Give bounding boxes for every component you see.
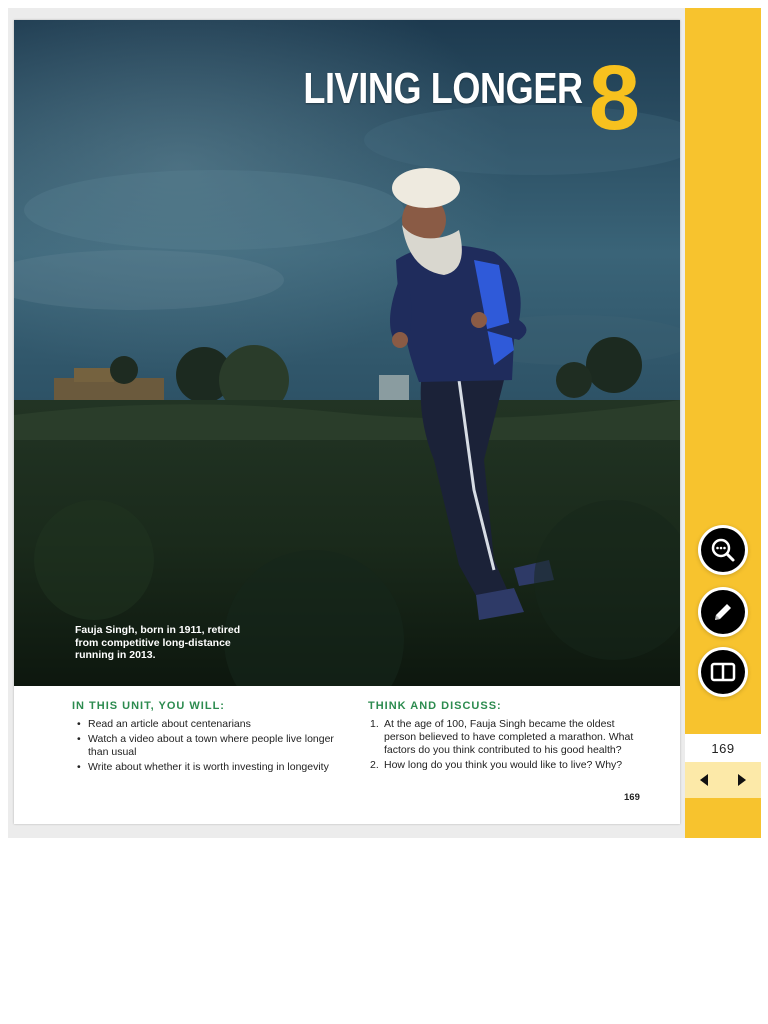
unit-overview [14,686,680,824]
annotate-button[interactable] [701,590,745,634]
book-page [14,20,680,824]
reader-sidebar [685,8,761,838]
cover-photo [14,20,680,686]
next-page-button[interactable] [723,762,761,798]
page-navigation [685,762,761,798]
photo-caption: Fauja Singh, born in 1911, retired from competitive long-distance running in 2013. [75,624,241,661]
page-number-display[interactable]: 169 [685,734,761,762]
prev-page-icon [698,773,710,787]
pencil-icon [711,600,735,624]
in-this-unit-heading: IN THIS UNIT, YOU WILL: [72,700,225,712]
item-number: 2. [370,759,379,771]
think-and-discuss-list [368,718,648,772]
item-text: How long do you think you would like to live? Why? [384,759,623,771]
list-item: • Read an article about centenarians [72,718,352,731]
in-this-unit-section [72,700,352,776]
unit-title [242,47,640,149]
next-page-icon [736,773,748,787]
think-and-discuss-section [368,700,648,774]
unit-name: LIVING LONGER [303,64,583,113]
zoom-button[interactable] [701,528,745,572]
unit-number: 8 [588,47,640,149]
book-view-button[interactable] [701,650,745,694]
think-and-discuss-heading: THINK AND DISCUSS: [368,700,502,712]
item-text: At the age of 100, Fauja Singh became the oldest person believed to have completed a marathon. What factors do you think contributed to his good health? [384,718,634,756]
list-item [368,718,648,757]
page-folio: 169 [624,792,640,803]
zoom-icon [710,537,736,563]
list-item: • Watch a video about a town where people live longer than usual [72,733,352,759]
in-this-unit-list [72,718,352,774]
previous-page-button[interactable] [685,762,723,798]
list-item [368,759,648,772]
book-icon [709,660,737,684]
list-item: • Write about whether it is worth investing in longevity [72,761,352,774]
item-number: 1. [370,718,379,730]
